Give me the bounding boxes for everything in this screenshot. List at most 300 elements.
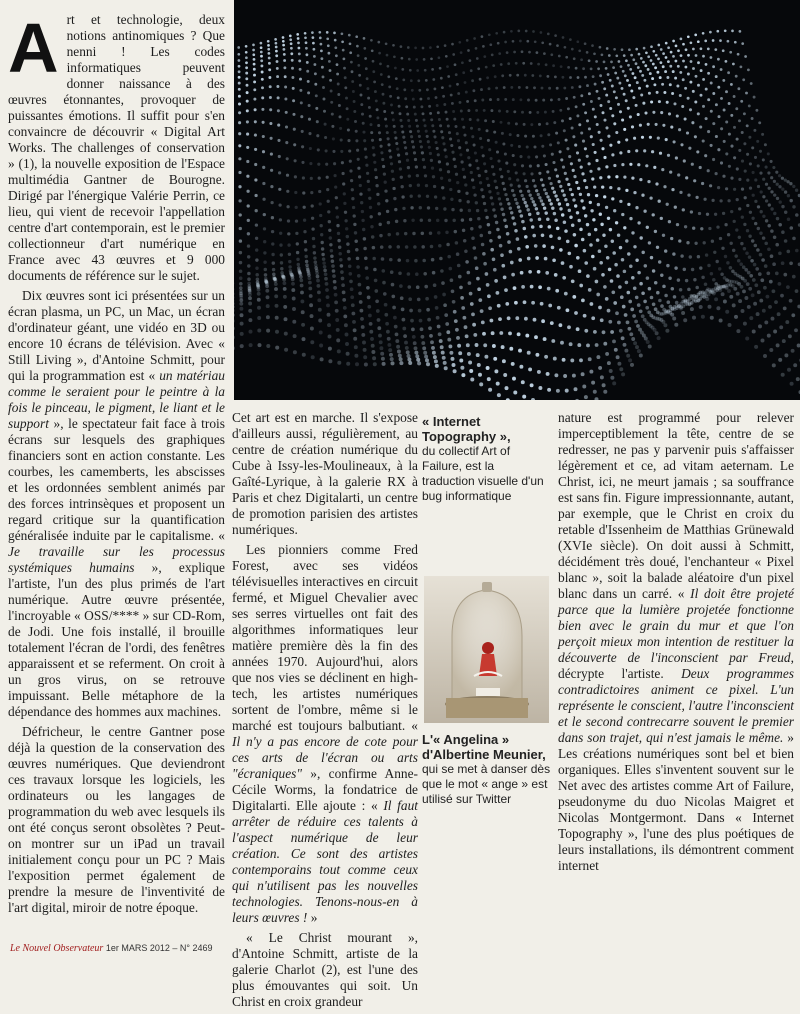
- light-dot: [253, 63, 256, 66]
- light-dot: [748, 234, 751, 237]
- light-dot: [375, 176, 378, 179]
- light-dot: [719, 318, 723, 322]
- light-dot: [759, 299, 763, 303]
- light-dot: [310, 191, 313, 194]
- light-dot: [474, 256, 478, 260]
- light-dot: [518, 184, 521, 187]
- light-dot: [741, 131, 744, 134]
- light-dot: [323, 98, 326, 101]
- light-dot: [639, 353, 643, 357]
- light-dot: [418, 194, 421, 197]
- light-dot: [342, 49, 345, 52]
- light-dot: [330, 90, 333, 93]
- light-dot: [649, 196, 652, 199]
- light-dot: [747, 69, 750, 72]
- light-dot: [568, 209, 571, 212]
- light-dot: [275, 330, 279, 334]
- light-dot: [351, 197, 354, 200]
- light-dot: [392, 178, 395, 181]
- light-dot: [742, 78, 745, 81]
- light-dot: [480, 188, 483, 191]
- light-dot: [533, 203, 536, 206]
- light-dot: [511, 273, 515, 277]
- light-dot: [622, 305, 626, 309]
- light-dot: [365, 67, 368, 70]
- light-dot: [441, 186, 444, 189]
- light-dot: [339, 115, 342, 118]
- light-dot: [327, 313, 331, 317]
- light-dot: [644, 64, 647, 67]
- light-dot: [317, 284, 321, 288]
- light-dot: [724, 255, 727, 258]
- light-dot: [534, 244, 538, 248]
- light-dot: [751, 217, 754, 220]
- light-dot: [532, 30, 535, 33]
- light-dot: [635, 258, 638, 261]
- light-dot: [738, 149, 741, 152]
- light-dot: [529, 194, 532, 197]
- paragraph: Dix œuvres sont ici présentées sur un écran plasma, un PC, un Mac, un écran d'ordinateur géant, une vidéo en 3D ou encore 10 écrans de télévision. Avec « Still Living », d'Antoine Schmitt, pour qui la programmation est « un matériau comme le seraient pour le peintre à la fois le pinceau, le pigment, le liant et le support », le spectateur fait face à trois écrans sur lesquels des graphiques financiers sont en action constante. Les courbes, les camemberts, les abscisses et les ordonnées semblent animés par des forces intrinsèques et proposent un regard critique sur la quantification généralisée induite par le capitalisme. « Je travaille sur les processus systémiques humains », explique l'artiste, l'un des plus primés de l'art numérique. Autre œuvre présentée, l'incroyable « OSS/**** » sur CD-Rom, de Jodi. Une fois installé, il brouille totalement l'écran de l'ordi, des fenêtres apparaissent et se referment. On croit à un gros virus, on se retrouve impuissant. Belle métaphore de la dépendance des hommes aux machines.: [8, 288, 225, 720]
- light-dot: [795, 289, 799, 293]
- light-dot: [592, 75, 595, 78]
- light-dot: [238, 88, 241, 91]
- light-dot: [448, 179, 451, 182]
- light-dot: [749, 316, 753, 320]
- light-dot: [787, 194, 790, 197]
- light-dot: [398, 105, 401, 108]
- light-dot: [475, 109, 478, 112]
- light-dot: [736, 138, 739, 141]
- light-dot: [790, 226, 794, 230]
- light-dot: [577, 76, 580, 79]
- light-dot: [759, 231, 762, 234]
- light-dot: [611, 85, 614, 88]
- light-dot: [429, 334, 433, 338]
- light-dot: [257, 306, 261, 310]
- light-dot: [758, 121, 761, 124]
- light-dot: [558, 237, 562, 241]
- light-dot: [676, 85, 679, 88]
- light-dot: [246, 146, 249, 149]
- light-dot: [367, 97, 370, 100]
- light-dot: [463, 175, 466, 178]
- light-dot: [363, 247, 367, 251]
- light-dot: [501, 132, 504, 135]
- light-dot: [346, 242, 349, 245]
- light-dot: [745, 336, 749, 340]
- light-dot: [270, 169, 273, 172]
- light-dot: [254, 148, 257, 151]
- light-dot: [480, 146, 483, 149]
- light-dot: [366, 77, 369, 80]
- light-dot: [702, 78, 705, 81]
- light-dot: [685, 48, 688, 51]
- light-dot: [615, 131, 618, 134]
- light-dot: [303, 206, 306, 209]
- light-dot: [378, 334, 382, 338]
- light-dot: [609, 186, 612, 189]
- light-dot: [268, 62, 271, 65]
- light-dot: [720, 161, 723, 164]
- light-dot: [247, 277, 251, 281]
- light-dot: [623, 93, 626, 96]
- light-dot: [635, 296, 639, 300]
- light-dot: [296, 258, 299, 261]
- light-dot: [387, 221, 390, 224]
- light-dot: [473, 246, 477, 250]
- light-dot: [579, 228, 583, 232]
- light-dot: [783, 307, 787, 311]
- light-dot: [460, 110, 463, 113]
- light-dot: [367, 188, 370, 191]
- light-dot: [587, 193, 590, 196]
- light-dot: [344, 219, 347, 222]
- light-dot: [607, 361, 611, 365]
- light-dot: [586, 343, 590, 347]
- light-dot: [272, 268, 275, 271]
- light-dot: [271, 230, 274, 233]
- light-dot: [567, 66, 570, 69]
- light-dot: [623, 175, 626, 178]
- light-dot: [466, 149, 469, 152]
- light-dot: [400, 125, 403, 128]
- light-dot: [460, 209, 463, 212]
- light-dot: [510, 261, 514, 265]
- light-dot: [739, 30, 742, 33]
- light-dot: [490, 196, 493, 199]
- light-dot: [320, 233, 323, 236]
- light-dot: [727, 289, 731, 293]
- light-dot: [380, 73, 383, 76]
- light-dot: [589, 201, 592, 204]
- light-dot: [294, 175, 297, 178]
- light-dot: [596, 293, 600, 297]
- light-dot: [368, 314, 372, 318]
- light-dot: [246, 91, 249, 94]
- light-dot: [352, 206, 355, 209]
- light-dot: [746, 179, 749, 182]
- light-dot: [510, 183, 513, 186]
- light-dot: [758, 272, 762, 276]
- light-dot: [497, 159, 500, 162]
- light-dot: [751, 239, 754, 242]
- light-dot: [291, 282, 295, 286]
- light-dot: [596, 90, 599, 93]
- light-dot: [319, 37, 322, 40]
- light-dot: [300, 299, 304, 303]
- light-dot: [528, 51, 531, 54]
- light-dot: [329, 69, 332, 72]
- light-dot: [563, 221, 567, 225]
- light-dot: [781, 230, 785, 234]
- light-dot: [689, 81, 692, 84]
- light-dot: [278, 155, 281, 158]
- light-dot: [325, 288, 329, 292]
- light-dot: [334, 185, 337, 188]
- light-dot: [546, 372, 550, 376]
- light-dot: [337, 349, 341, 353]
- light-dot: [443, 103, 446, 106]
- light-dot: [776, 217, 779, 220]
- light-dot: [650, 256, 653, 259]
- light-dot: [404, 146, 407, 149]
- light-dot: [605, 67, 608, 70]
- caption-title: « Internet Topography »,: [422, 414, 550, 444]
- light-dot: [733, 287, 737, 291]
- light-dot: [582, 103, 585, 106]
- light-dot: [397, 350, 401, 354]
- light-dot: [648, 241, 651, 244]
- light-dot: [752, 171, 755, 174]
- light-dot: [601, 185, 604, 188]
- light-dot: [768, 305, 772, 309]
- light-dot: [763, 286, 767, 290]
- light-dot: [692, 316, 696, 320]
- light-dot: [559, 150, 562, 153]
- light-dot: [551, 206, 554, 209]
- light-dot: [792, 205, 795, 208]
- light-dot: [645, 306, 649, 310]
- light-dot: [473, 333, 477, 337]
- light-dot: [748, 255, 752, 259]
- light-dot: [257, 329, 261, 333]
- light-dot: [625, 138, 628, 141]
- light-dot: [470, 69, 473, 72]
- light-dot: [363, 355, 367, 359]
- light-dot: [530, 62, 533, 65]
- light-dot: [593, 330, 597, 334]
- light-dot: [552, 161, 555, 164]
- light-dot: [448, 344, 452, 348]
- light-dot: [404, 232, 407, 235]
- light-dot: [439, 124, 442, 127]
- light-dot: [719, 39, 722, 42]
- light-dot: [390, 361, 394, 365]
- light-dot: [563, 87, 566, 90]
- light-dot: [284, 75, 287, 78]
- light-dot: [586, 155, 589, 158]
- light-dot: [605, 297, 609, 301]
- light-dot: [466, 39, 469, 42]
- light-dot: [293, 334, 297, 338]
- light-dot: [456, 181, 459, 184]
- light-dot: [324, 277, 328, 281]
- light-dot: [487, 184, 490, 187]
- light-dot: [418, 309, 422, 313]
- light-dot: [593, 390, 597, 394]
- light-dot: [268, 57, 271, 60]
- light-dot: [428, 326, 432, 330]
- light-dot: [460, 366, 464, 370]
- light-dot: [334, 293, 338, 297]
- light-dot: [452, 363, 456, 367]
- light-dot: [502, 213, 505, 216]
- light-dot: [307, 91, 310, 94]
- light-dot: [679, 306, 683, 310]
- light-dot: [743, 223, 746, 226]
- light-dot: [489, 43, 492, 46]
- light-dot: [481, 99, 484, 102]
- light-dot: [560, 158, 563, 161]
- light-dot: [246, 133, 249, 136]
- light-dot: [350, 61, 353, 64]
- light-dot: [467, 49, 470, 52]
- light-dot: [287, 243, 290, 246]
- light-dot: [248, 296, 252, 300]
- light-dot: [530, 197, 533, 200]
- light-dot: [333, 32, 336, 35]
- angelina-photo: [424, 576, 549, 723]
- light-dot: [437, 231, 440, 234]
- light-dot: [574, 387, 578, 391]
- light-dot: [454, 63, 457, 66]
- light-dot: [478, 298, 482, 302]
- light-dot: [392, 44, 395, 47]
- light-dot: [692, 67, 695, 70]
- light-dot: [725, 187, 728, 190]
- light-dot: [500, 63, 503, 66]
- light-dot: [484, 170, 487, 173]
- light-dot: [665, 138, 668, 141]
- light-dot: [416, 125, 419, 128]
- light-dot: [469, 59, 472, 62]
- light-dot: [642, 61, 645, 64]
- light-dot: [492, 120, 495, 123]
- light-dot: [776, 197, 779, 200]
- light-dot: [661, 83, 664, 86]
- light-dot: [540, 302, 544, 306]
- light-dot: [582, 67, 585, 70]
- light-dot: [533, 184, 536, 187]
- light-dot: [517, 205, 520, 208]
- light-dot: [291, 76, 294, 79]
- light-dot: [339, 258, 343, 262]
- light-dot: [385, 42, 388, 45]
- light-dot: [330, 249, 333, 252]
- light-dot: [357, 167, 360, 170]
- light-dot: [520, 271, 524, 275]
- light-dot: [381, 357, 385, 361]
- light-dot: [712, 158, 715, 161]
- light-dot: [482, 332, 486, 336]
- light-dot: [297, 37, 300, 40]
- light-dot: [301, 161, 304, 164]
- light-dot: [403, 219, 406, 222]
- light-dot: [762, 236, 766, 240]
- light-dot: [269, 122, 272, 125]
- light-dot: [643, 79, 646, 82]
- light-dot: [237, 53, 240, 56]
- light-dot: [377, 41, 380, 44]
- light-dot: [297, 42, 300, 45]
- light-dot: [773, 180, 776, 183]
- light-dot: [532, 234, 536, 238]
- light-dot: [294, 159, 297, 162]
- light-dot: [624, 74, 627, 77]
- light-dot: [772, 363, 776, 367]
- light-dot: [767, 171, 770, 174]
- light-dot: [412, 232, 415, 235]
- light-dot: [640, 94, 643, 97]
- light-dot: [328, 359, 332, 363]
- light-dot: [335, 309, 339, 313]
- light-dot: [609, 144, 612, 147]
- light-dot: [614, 348, 618, 352]
- light-dot: [464, 325, 468, 329]
- light-dot: [306, 70, 309, 73]
- light-dot: [482, 45, 485, 48]
- light-dot: [331, 113, 334, 116]
- light-dot: [238, 95, 241, 98]
- light-dot: [446, 330, 450, 334]
- light-dot: [627, 64, 630, 67]
- light-dot: [507, 240, 511, 244]
- light-dot: [270, 185, 273, 188]
- light-dot: [247, 255, 250, 258]
- light-dot: [254, 163, 257, 166]
- light-dot: [467, 156, 470, 159]
- light-dot: [621, 87, 624, 90]
- light-dot: [720, 68, 723, 71]
- light-dot: [778, 358, 782, 362]
- light-dot: [706, 213, 709, 216]
- light-dot: [357, 274, 361, 278]
- light-dot: [289, 35, 292, 38]
- light-dot: [238, 111, 241, 114]
- light-dot: [408, 125, 411, 128]
- light-dot: [507, 316, 511, 320]
- light-dot: [311, 31, 314, 34]
- light-dot: [308, 276, 312, 280]
- light-dot: [702, 55, 705, 58]
- light-dot: [714, 297, 718, 301]
- light-dot: [515, 62, 518, 65]
- light-dot: [410, 79, 413, 82]
- light-dot: [471, 178, 474, 181]
- light-dot: [540, 178, 543, 181]
- light-dot: [439, 257, 443, 261]
- light-dot: [727, 323, 731, 327]
- light-dot: [435, 207, 438, 210]
- light-dot: [377, 124, 380, 127]
- light-dot: [556, 389, 560, 393]
- light-dot: [601, 147, 604, 150]
- light-dot: [707, 72, 710, 75]
- light-dot: [486, 129, 489, 132]
- light-dot: [300, 284, 304, 288]
- light-dot: [435, 364, 439, 368]
- light-dot: [643, 47, 646, 50]
- light-dot: [752, 194, 755, 197]
- light-dot: [502, 359, 506, 363]
- light-dot: [527, 351, 531, 355]
- light-dot: [613, 90, 616, 93]
- light-dot: [239, 307, 243, 311]
- light-dot: [613, 48, 616, 51]
- light-dot: [595, 60, 598, 63]
- glass-bell-figure: [424, 576, 549, 723]
- light-dot: [384, 189, 387, 192]
- light-dot: [253, 98, 256, 101]
- light-dot: [510, 86, 513, 89]
- light-dot: [524, 317, 528, 321]
- light-dot: [571, 224, 575, 228]
- light-dot: [378, 131, 381, 134]
- light-dot: [637, 163, 640, 166]
- light-dot: [403, 88, 406, 91]
- light-dot: [768, 203, 771, 206]
- light-dot: [253, 58, 256, 61]
